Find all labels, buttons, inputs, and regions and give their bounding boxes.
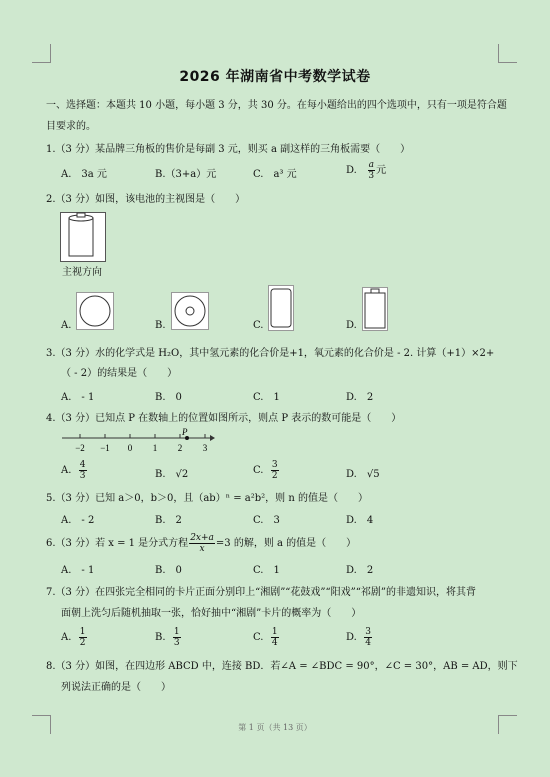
q4-option-a: A. $\frac{4}{3}$	[61, 460, 86, 481]
q5-option-d: D. 4	[346, 515, 374, 526]
q2-option-b-label: B.	[155, 320, 166, 331]
q1-text: 1.（3 分）某品牌三角板的售价是每副 3 元，则买 a 副这样的三角板需要（ ）	[46, 144, 411, 155]
q3-option-b: B. 0	[155, 392, 182, 403]
q3-option-a: A. - 1	[61, 392, 95, 403]
q4-option-c: C. $\frac{3}{2}$	[253, 460, 278, 481]
q1-option-a: A. 3a 元	[61, 169, 107, 180]
q8-line1: 8.（3 分）如图，在四边形 ABCD 中，连接 BD．若∠A = ∠BDC = 90°，∠C = 30°，AB = AD，则下	[46, 661, 518, 672]
q6-option-b: B. 0	[155, 565, 182, 576]
q7-option-a: A. $\frac{1}{2}$	[61, 627, 86, 648]
exam-title: 2026 年湖南省中考数学试卷	[179, 69, 371, 85]
q4-option-d: D. √5	[346, 469, 380, 480]
q6-option-a: A. - 1	[61, 565, 95, 576]
figure-caption: 主视方向	[62, 267, 102, 278]
q6-text: 6.（3 分）若 x = 1 是分式方程 $\frac{2x+a}{x}$ =3 的解，则 a 的值是（ ）	[46, 533, 357, 554]
q2-option-b-figure	[171, 292, 209, 330]
q3-option-c: C. 1	[253, 392, 280, 403]
q2-option-a-label: A.	[61, 320, 72, 331]
q7-option-d: D. $\frac{3}{4}$	[346, 627, 371, 648]
axis-tick-label: 3	[202, 443, 208, 453]
q7-option-b: B. $\frac{1}{3}$	[155, 627, 180, 648]
q4-text: 4.（3 分）已知点 P 在数轴上的位置如图所示，则点 P 表示的数可能是（ ）	[46, 413, 402, 424]
axis-tick-label: 1	[152, 443, 158, 453]
battery-figure	[60, 212, 106, 262]
q3-line2: （ - 2）的结果是（ ）	[61, 368, 178, 379]
q3-line1: 3.（3 分）水的化学式是 H₂O，其中氢元素的化合价是+1，氧元素的化合价是 - 2. 计算（+1）×2+	[46, 348, 495, 359]
crop-mark-top-right	[498, 44, 517, 63]
q1-option-b: B.（3+a）元	[155, 169, 217, 180]
q7-line2: 面朝上洗匀后随机抽取一张，恰好抽中“湘剧”卡片的概率为（ ）	[61, 608, 362, 619]
q3-option-d: D. 2	[346, 392, 374, 403]
axis-tick-label: 2	[177, 443, 183, 453]
q5-text: 5.（3 分）已知 a＞0，b＞0，且（ab）ⁿ = a²b²，则 n 的值是（ ）	[46, 493, 368, 504]
q2-text: 2.（3 分）如图，该电池的主视图是（ ）	[46, 194, 246, 205]
q4-option-b: B. √2	[155, 469, 189, 480]
axis-tick-label: −2	[75, 443, 85, 453]
q5-option-a: A. - 2	[61, 515, 95, 526]
crop-mark-top-left	[32, 44, 51, 63]
q2-option-c-label: C.	[253, 320, 264, 331]
q7-option-c: C. $\frac{1}{4}$	[253, 627, 278, 648]
q2-option-d-figure	[362, 287, 388, 331]
q1-option-d: D. $\frac{a}{3}$ 元	[346, 160, 387, 181]
section-intro-line1: 一、选择题：本题共 10 小题，每小题 3 分，共 30 分。在每小题给出的四个选项中，只有一项是符合题	[46, 100, 507, 111]
q8-line2: 列说法正确的是（ ）	[61, 682, 171, 693]
q7-line1: 7.（3 分）在四张完全相同的卡片正面分别印上“湘剧”“花鼓戏”“阳戏”“祁剧”的非遗知识，将其背	[46, 587, 476, 598]
axis-tick-label: 0	[127, 443, 133, 453]
number-line	[60, 426, 216, 456]
q6-option-c: C. 1	[253, 565, 280, 576]
q2-option-c-figure	[268, 285, 294, 331]
axis-tick-label: −1	[100, 443, 110, 453]
q2-option-a-figure	[76, 292, 114, 330]
section-intro-line2: 目要求的。	[46, 121, 96, 132]
q6-option-d: D. 2	[346, 565, 374, 576]
q5-option-c: C. 3	[253, 515, 280, 526]
page-footer: 第 1 页（共 13 页）	[238, 723, 312, 732]
point-p-label: P	[182, 427, 188, 437]
q5-option-b: B. 2	[155, 515, 182, 526]
q2-option-d-label: D.	[346, 320, 357, 331]
q1-option-c: C. a³ 元	[253, 169, 297, 180]
